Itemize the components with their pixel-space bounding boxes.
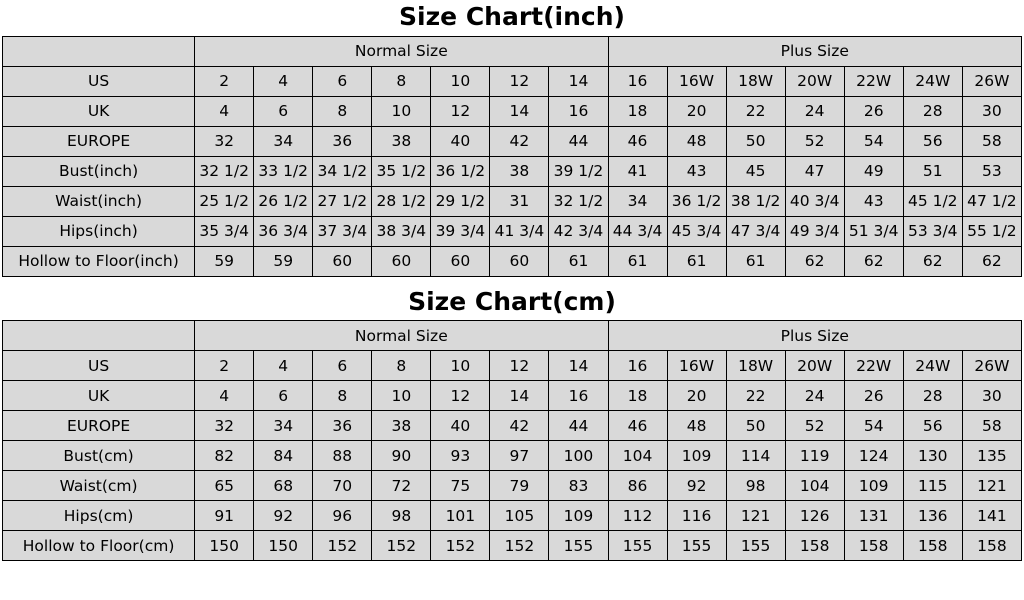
page-title-cm: Size Chart(cm) [408, 286, 616, 316]
table-cell: 12 [431, 96, 490, 126]
table-cell: 29 1/2 [431, 186, 490, 216]
table-cell: 152 [490, 531, 549, 561]
table-cell: 18W [726, 351, 785, 381]
table-cell: 31 [490, 186, 549, 216]
table-row [3, 96, 1022, 126]
table-row [3, 126, 1022, 156]
row-label-cell: Waist(inch) [3, 186, 195, 216]
row-label-cell: UK [3, 96, 195, 126]
table-cell: 40 [431, 126, 490, 156]
row-label-cell: Bust(cm) [3, 441, 195, 471]
table-row [3, 216, 1022, 246]
table-cell: 14 [490, 381, 549, 411]
table-cell: 88 [313, 441, 372, 471]
table-cell: 4 [195, 381, 254, 411]
size-chart-inch-block [0, 0, 1024, 277]
table-cell: 47 [785, 156, 844, 186]
table-cell: 60 [431, 246, 490, 276]
table-cell: 109 [844, 471, 903, 501]
table-cell: 37 3/4 [313, 216, 372, 246]
table-cell: 22 [726, 381, 785, 411]
table-cell: 14 [549, 351, 608, 381]
table-cell: 34 [254, 126, 313, 156]
table-cell: 50 [726, 126, 785, 156]
table-cell: 16 [549, 96, 608, 126]
table-cell: 68 [254, 471, 313, 501]
table-cell: 18W [726, 66, 785, 96]
table-cell: 155 [549, 531, 608, 561]
table-cell: 62 [785, 246, 844, 276]
table-cell: 75 [431, 471, 490, 501]
row-label-cell: Bust(inch) [3, 156, 195, 186]
table-cell: 40 [431, 411, 490, 441]
table-cell: 2 [195, 66, 254, 96]
table-cell: 34 [254, 411, 313, 441]
table-cell: 47 1/2 [962, 186, 1021, 216]
table-row [3, 186, 1022, 216]
size-chart-inch-table [2, 36, 1022, 277]
table-cell: 6 [254, 96, 313, 126]
table-cell: 30 [962, 381, 1021, 411]
table-cell: 126 [785, 501, 844, 531]
table-cell: 155 [608, 531, 667, 561]
table-cell: 124 [844, 441, 903, 471]
table-cell: 53 3/4 [903, 216, 962, 246]
table-cell: 155 [667, 531, 726, 561]
table-cell: 152 [372, 531, 431, 561]
size-chart-inch-body [3, 36, 1022, 276]
table-cell: 83 [549, 471, 608, 501]
table-cell: 28 [903, 96, 962, 126]
page-title-inch: Size Chart(inch) [399, 2, 625, 31]
table-cell: 44 [549, 126, 608, 156]
table-cell: 121 [962, 471, 1021, 501]
table-cell: 121 [726, 501, 785, 531]
table-cell: 18 [608, 96, 667, 126]
table-cell: 26 [844, 96, 903, 126]
table-cell: 96 [313, 501, 372, 531]
table-cell: 22W [844, 66, 903, 96]
table-cell: 48 [667, 411, 726, 441]
table-cell: 26 [844, 381, 903, 411]
table-cell: 136 [903, 501, 962, 531]
table-cell: 10 [372, 96, 431, 126]
table-cell: 32 1/2 [195, 156, 254, 186]
table-cell: 56 [903, 411, 962, 441]
table-cell: 35 3/4 [195, 216, 254, 246]
table-row [3, 381, 1022, 411]
table-cell: 38 [372, 126, 431, 156]
table-cell: 10 [431, 66, 490, 96]
table-cell: 56 [903, 126, 962, 156]
table-cell: 41 [608, 156, 667, 186]
table-cell: 60 [313, 246, 372, 276]
table-cell: 30 [962, 96, 1021, 126]
table-cell: 16 [549, 381, 608, 411]
size-chart-cm-block [0, 285, 1024, 562]
table-cell: 60 [372, 246, 431, 276]
table-cell: 28 [903, 381, 962, 411]
size-chart-cm-table [2, 320, 1022, 561]
table-cell: 10 [431, 351, 490, 381]
table-cell: 152 [313, 531, 372, 561]
table-cell: 101 [431, 501, 490, 531]
table-cell: 8 [313, 96, 372, 126]
table-cell: 14 [549, 66, 608, 96]
table-cell: 20W [785, 351, 844, 381]
table-cell: 109 [667, 441, 726, 471]
table-cell: 33 1/2 [254, 156, 313, 186]
table-cell: 36 1/2 [667, 186, 726, 216]
group-header-row [3, 321, 1022, 351]
table-cell: 36 [313, 411, 372, 441]
table-cell: 79 [490, 471, 549, 501]
table-cell: 158 [903, 531, 962, 561]
table-row [3, 66, 1022, 96]
table-cell: 84 [254, 441, 313, 471]
table-cell: 116 [667, 501, 726, 531]
table-cell: 105 [490, 501, 549, 531]
table-row [3, 411, 1022, 441]
table-cell: 4 [195, 96, 254, 126]
table-cell: 38 [490, 156, 549, 186]
row-label-cell: US [3, 66, 195, 96]
table-cell: 115 [903, 471, 962, 501]
table-cell: 46 [608, 126, 667, 156]
table-cell: 112 [608, 501, 667, 531]
table-cell: 53 [962, 156, 1021, 186]
table-cell: 51 3/4 [844, 216, 903, 246]
row-label-cell: Hollow to Floor(inch) [3, 246, 195, 276]
table-cell: 90 [372, 441, 431, 471]
table-cell: 48 [667, 126, 726, 156]
table-cell: 26W [962, 351, 1021, 381]
row-label-cell: US [3, 351, 195, 381]
table-cell: 45 3/4 [667, 216, 726, 246]
table-cell: 24W [903, 351, 962, 381]
table-cell: 158 [844, 531, 903, 561]
table-row [3, 501, 1022, 531]
table-cell: 61 [549, 246, 608, 276]
table-row [3, 156, 1022, 186]
table-cell: 32 [195, 411, 254, 441]
table-cell: 62 [903, 246, 962, 276]
table-cell: 22W [844, 351, 903, 381]
table-cell: 86 [608, 471, 667, 501]
table-cell: 18 [608, 381, 667, 411]
table-cell: 14 [490, 96, 549, 126]
table-corner-cell [3, 321, 195, 351]
table-cell: 104 [785, 471, 844, 501]
table-cell: 55 1/2 [962, 216, 1021, 246]
table-cell: 16 [608, 66, 667, 96]
table-cell: 34 1/2 [313, 156, 372, 186]
table-cell: 158 [785, 531, 844, 561]
table-row [3, 441, 1022, 471]
table-cell: 20 [667, 96, 726, 126]
table-cell: 61 [726, 246, 785, 276]
table-cell: 16W [667, 351, 726, 381]
table-cell: 98 [726, 471, 785, 501]
table-cell: 93 [431, 441, 490, 471]
table-cell: 36 1/2 [431, 156, 490, 186]
table-cell: 40 3/4 [785, 186, 844, 216]
table-cell: 109 [549, 501, 608, 531]
table-cell: 44 3/4 [608, 216, 667, 246]
table-cell: 43 [667, 156, 726, 186]
table-cell: 12 [490, 351, 549, 381]
table-cell: 44 [549, 411, 608, 441]
table-cell: 141 [962, 501, 1021, 531]
table-cell: 61 [608, 246, 667, 276]
table-cell: 12 [490, 66, 549, 96]
group-header-cell: Normal Size [195, 36, 608, 66]
table-cell: 49 [844, 156, 903, 186]
chart-divider-spacer [0, 277, 1024, 285]
table-cell: 52 [785, 411, 844, 441]
group-header-row [3, 36, 1022, 66]
table-cell: 150 [254, 531, 313, 561]
table-cell: 24W [903, 66, 962, 96]
table-cell: 130 [903, 441, 962, 471]
table-cell: 36 [313, 126, 372, 156]
table-cell: 54 [844, 411, 903, 441]
table-cell: 58 [962, 126, 1021, 156]
group-header-cell: Plus Size [608, 321, 1022, 351]
table-cell: 16 [608, 351, 667, 381]
table-cell: 104 [608, 441, 667, 471]
row-label-cell: EUROPE [3, 411, 195, 441]
table-cell: 12 [431, 381, 490, 411]
table-cell: 25 1/2 [195, 186, 254, 216]
table-cell: 27 1/2 [313, 186, 372, 216]
table-cell: 52 [785, 126, 844, 156]
table-cell: 155 [726, 531, 785, 561]
table-cell: 65 [195, 471, 254, 501]
table-cell: 28 1/2 [372, 186, 431, 216]
table-cell: 98 [372, 501, 431, 531]
group-header-cell: Plus Size [608, 36, 1022, 66]
table-cell: 38 3/4 [372, 216, 431, 246]
table-cell: 51 [903, 156, 962, 186]
table-cell: 100 [549, 441, 608, 471]
table-row [3, 246, 1022, 276]
table-cell: 6 [313, 66, 372, 96]
table-cell: 6 [313, 351, 372, 381]
table-cell: 114 [726, 441, 785, 471]
table-cell: 20W [785, 66, 844, 96]
table-cell: 26W [962, 66, 1021, 96]
table-cell: 39 3/4 [431, 216, 490, 246]
table-row [3, 351, 1022, 381]
table-cell: 24 [785, 381, 844, 411]
table-cell: 54 [844, 126, 903, 156]
group-header-cell: Normal Size [195, 321, 608, 351]
table-cell: 70 [313, 471, 372, 501]
table-cell: 61 [667, 246, 726, 276]
table-corner-cell [3, 36, 195, 66]
table-cell: 152 [431, 531, 490, 561]
table-cell: 20 [667, 381, 726, 411]
table-cell: 42 [490, 126, 549, 156]
table-cell: 39 1/2 [549, 156, 608, 186]
row-label-cell: Hips(cm) [3, 501, 195, 531]
table-cell: 46 [608, 411, 667, 441]
table-cell: 58 [962, 411, 1021, 441]
row-label-cell: Hips(inch) [3, 216, 195, 246]
table-cell: 8 [372, 351, 431, 381]
size-chart-cm-body [3, 321, 1022, 561]
table-cell: 2 [195, 351, 254, 381]
table-cell: 22 [726, 96, 785, 126]
table-cell: 4 [254, 66, 313, 96]
table-cell: 35 1/2 [372, 156, 431, 186]
table-cell: 16W [667, 66, 726, 96]
table-cell: 158 [962, 531, 1021, 561]
table-cell: 32 1/2 [549, 186, 608, 216]
table-cell: 97 [490, 441, 549, 471]
table-cell: 62 [962, 246, 1021, 276]
table-cell: 150 [195, 531, 254, 561]
table-cell: 41 3/4 [490, 216, 549, 246]
table-cell: 24 [785, 96, 844, 126]
table-cell: 38 [372, 411, 431, 441]
table-cell: 131 [844, 501, 903, 531]
table-cell: 72 [372, 471, 431, 501]
table-cell: 34 [608, 186, 667, 216]
table-cell: 43 [844, 186, 903, 216]
table-cell: 92 [667, 471, 726, 501]
table-cell: 4 [254, 351, 313, 381]
table-cell: 6 [254, 381, 313, 411]
table-cell: 8 [372, 66, 431, 96]
table-cell: 45 1/2 [903, 186, 962, 216]
table-cell: 82 [195, 441, 254, 471]
table-cell: 49 3/4 [785, 216, 844, 246]
table-cell: 8 [313, 381, 372, 411]
table-row [3, 471, 1022, 501]
row-label-cell: Hollow to Floor(cm) [3, 531, 195, 561]
table-cell: 32 [195, 126, 254, 156]
table-cell: 10 [372, 381, 431, 411]
table-cell: 59 [195, 246, 254, 276]
table-cell: 60 [490, 246, 549, 276]
table-cell: 42 3/4 [549, 216, 608, 246]
row-label-cell: Waist(cm) [3, 471, 195, 501]
table-cell: 45 [726, 156, 785, 186]
table-cell: 135 [962, 441, 1021, 471]
table-cell: 47 3/4 [726, 216, 785, 246]
table-cell: 38 1/2 [726, 186, 785, 216]
table-cell: 62 [844, 246, 903, 276]
table-cell: 42 [490, 411, 549, 441]
row-label-cell: UK [3, 381, 195, 411]
table-cell: 92 [254, 501, 313, 531]
row-label-cell: EUROPE [3, 126, 195, 156]
table-cell: 119 [785, 441, 844, 471]
table-cell: 36 3/4 [254, 216, 313, 246]
table-cell: 59 [254, 246, 313, 276]
table-row [3, 531, 1022, 561]
table-cell: 50 [726, 411, 785, 441]
table-cell: 91 [195, 501, 254, 531]
table-cell: 26 1/2 [254, 186, 313, 216]
